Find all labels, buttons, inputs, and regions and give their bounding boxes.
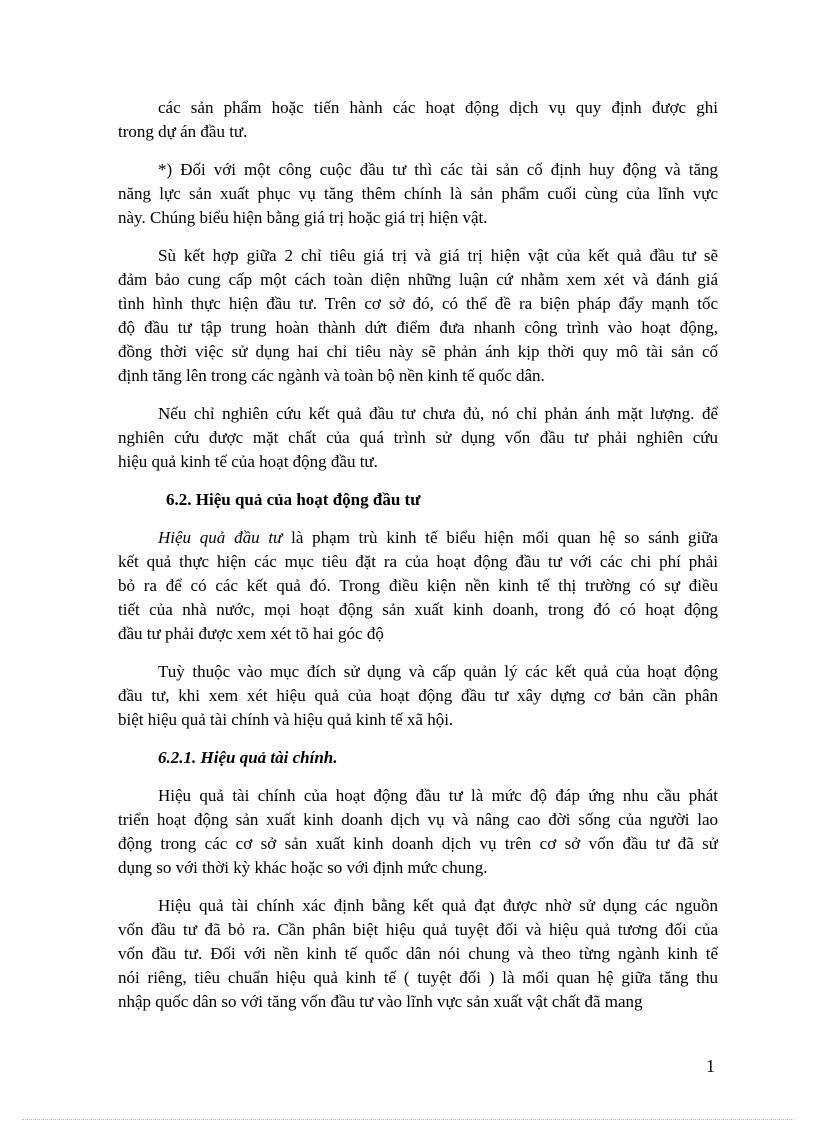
section-heading-6-2: 6.2. Hiệu quả của hoạt động đầu tư xyxy=(166,490,421,509)
text-line: nghiên cứu được mặt chất của quá trình sử dụng vốn đầu tư phải nghiên cứu xyxy=(118,428,718,447)
paragraph-2 xyxy=(118,158,718,230)
italic-term: Hiệu quả đầu tư xyxy=(158,528,283,547)
paragraph-financial-efficiency-2 xyxy=(118,894,718,1014)
page-bottom-divider xyxy=(22,1119,794,1120)
text-line: bỏ ra để có các kết quả đó. Trong điều kiện nền kinh tế thị trường có sự điều xyxy=(118,576,718,595)
text-line: vốn đầu tư đã bỏ ra. Cần phân biệt hiệu quả tuyệt đối và hiệu quả tương đối của xyxy=(118,920,718,939)
text-line: đảm bảo cung cấp một cách toàn diện những luận cứ nhằm xem xét và đánh giá xyxy=(118,270,718,289)
text-line: này. Chúng biểu hiện bằng giá trị hoặc giá trị hiện vật. xyxy=(118,208,488,227)
text-line: đầu tư phải được xem xét tõ hai góc độ xyxy=(118,624,384,643)
text-line: biệt hiệu quả tài chính và hiệu quả kinh tế xã hội. xyxy=(118,710,454,729)
paragraph-6-2-definition xyxy=(118,526,718,646)
text-line: các sản phẩm hoặc tiến hành các hoạt động dịch vụ quy định được ghi xyxy=(158,98,718,117)
text-line: Nếu chỉ nghiên cứu kết quả đầu tư chưa đủ, nó chỉ phản ánh mặt lượng. để xyxy=(158,404,718,423)
section-heading-6-2-1: 6.2.1. Hiệu quả tài chính. xyxy=(158,748,338,767)
paragraph-6-2-classification xyxy=(118,660,718,732)
text-line: động trong các cơ sở sản xuất kinh doanh dịch vụ trên cơ sở vốn đầu tư đã sử xyxy=(118,834,718,853)
text-line: độ đầu tư tập trung hoàn thành dứt điểm đưa nhanh công trình vào hoạt động, xyxy=(118,318,718,337)
text-line: nói riêng, tiêu chuẩn hiệu quả kinh tế ( tuyệt đối ) là mối quan hệ giữa tăng thu xyxy=(118,968,718,987)
text-segment: là phạm trù kinh tế biểu hiện mối quan hệ so sánh giữa xyxy=(282,528,718,547)
text-line: vốn đầu tư. Đối với nền kinh tế quốc dân nói chung và theo từng ngành kinh tế xyxy=(118,944,718,963)
text-line: tiết của nhà nước, mọi hoạt động sản xuất kinh doanh, trong đó có hoạt động xyxy=(118,600,718,619)
text-line: tình hình thực hiện đầu tư. Trên cơ sở đó, có thể đề ra biện pháp đẩy mạnh tốc xyxy=(118,294,718,313)
text-line: Hiệu quả tài chính của hoạt động đầu tư là mức độ đáp ứng nhu cầu phát xyxy=(158,786,718,805)
text-line: *) Đối với một công cuộc đầu tư thì các tài sản cố định huy động và tăng xyxy=(158,160,718,179)
paragraph-3 xyxy=(118,244,718,388)
page-number: 1 xyxy=(706,1056,715,1076)
text-line: Hiệu quả tài chính xác định bằng kết quả đạt được nhờ sử dụng các nguồn xyxy=(158,896,718,915)
text-line: đầu tư, khi xem xét hiệu quả của hoạt động đầu tư xây dựng cơ bản cần phân xyxy=(118,686,718,705)
paragraph-4 xyxy=(118,402,718,474)
text-line xyxy=(118,526,718,550)
text-line: đồng thời việc sử dụng hai chỉ tiêu này sẽ phản ánh kịp thời quy mô tài sản cố xyxy=(118,342,718,361)
text-line: Tuỳ thuộc vào mục đích sử dụng và cấp quản lý các kết quả của hoạt động xyxy=(158,662,718,681)
text-line: định tăng lên trong các ngành và toàn bộ nền kinh tế quốc dân. xyxy=(118,366,545,385)
text-line: nhập quốc dân so với tăng vốn đầu tư vào lĩnh vực sản xuất vật chất đã mang xyxy=(118,992,643,1011)
text-line: Sù kết hợp giữa 2 chỉ tiêu giá trị và giá trị hiện vật của kết quả đầu tư sẽ xyxy=(158,246,718,265)
text-line: triển hoạt động sản xuất kinh doanh dịch vụ và nâng cao đời sống của người lao xyxy=(118,810,718,829)
text-line: trong dự án đầu tư. xyxy=(118,122,248,141)
text-line: dụng so với thời kỳ khác hoặc so với định mức chung. xyxy=(118,858,488,877)
paragraph-financial-efficiency-1 xyxy=(118,784,718,880)
text-line: hiệu quả kinh tế của hoạt động đầu tư. xyxy=(118,452,378,471)
text-line: năng lực sản xuất phục vụ tăng thêm chính là sản phẩm cuối cùng của lĩnh vực xyxy=(118,184,718,203)
paragraph-1 xyxy=(118,96,718,144)
page-body xyxy=(118,96,718,1028)
text-line: kết quả thực hiện các mục tiêu đặt ra của hoạt động đầu tư với các chi phí phải xyxy=(118,552,718,571)
